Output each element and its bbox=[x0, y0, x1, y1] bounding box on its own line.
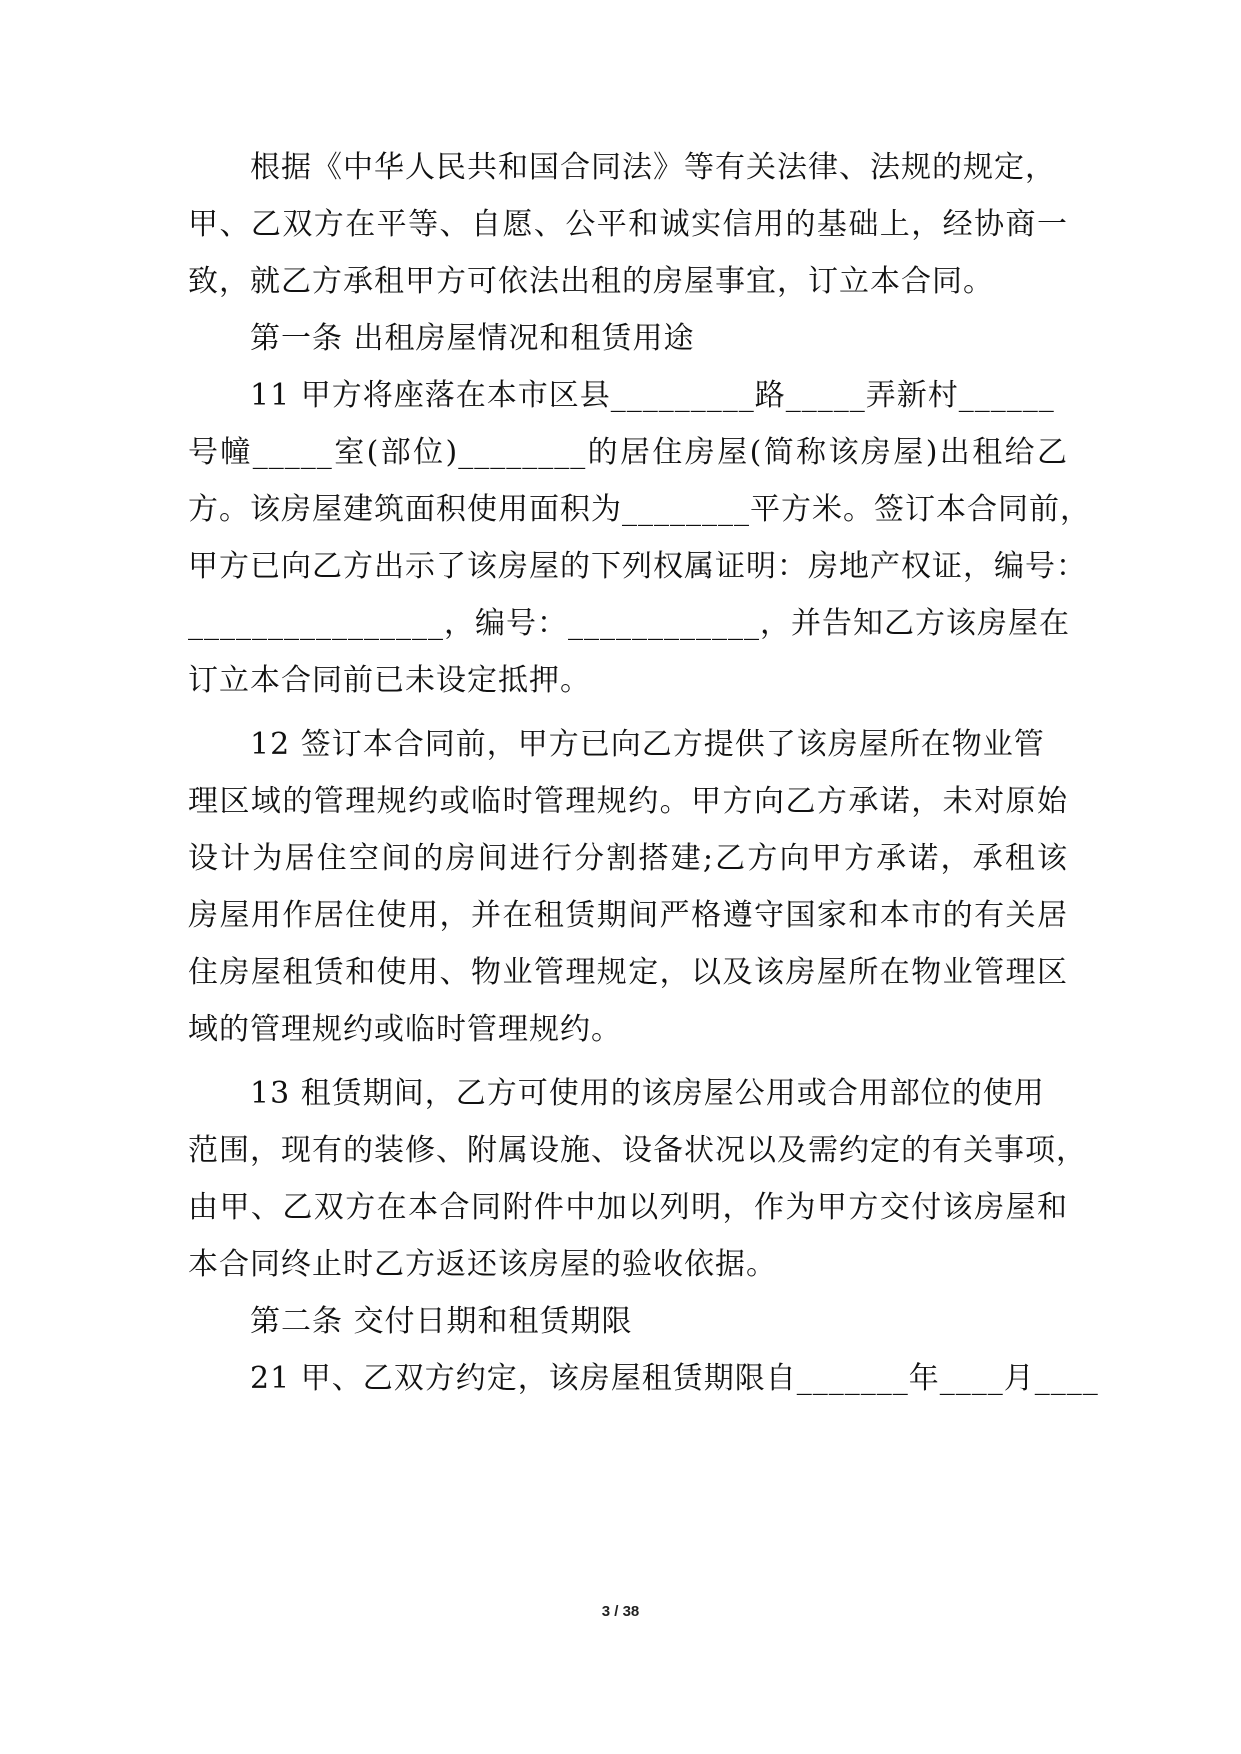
text-line: 域的管理规约或临时管理规约。 bbox=[188, 1012, 622, 1047]
text-line: 12 签订本合同前，甲方已向乙方提供了该房屋所在物业管 bbox=[250, 727, 1045, 762]
text-line: ________________，编号：____________，并告知乙方该房屋在 bbox=[188, 606, 1070, 641]
text-line: 住房屋租赁和使用、物业管理规定，以及该房屋所在物业管理区 bbox=[188, 955, 1068, 990]
text-line: 致，就乙方承租甲方可依法出租的房屋事宜，订立本合同。 bbox=[188, 264, 994, 299]
text-line: 本合同终止时乙方返还该房屋的验收依据。 bbox=[188, 1247, 777, 1282]
text-line: 号幢_____室(部位)________的居住房屋(简称该房屋)出租给乙 bbox=[188, 435, 1068, 470]
text-line: 方。该房屋建筑面积使用面积为________平方米。签订本合同前， bbox=[188, 492, 1091, 527]
page-number: 3 / 38 bbox=[601, 1603, 640, 1620]
text-line: 甲方已向乙方出示了该房屋的下列权属证明：房地产权证，编号： bbox=[188, 549, 1087, 584]
text-line: 理区域的管理规约或临时管理规约。甲方向乙方承诺，未对原始 bbox=[188, 784, 1068, 819]
text-line: 21 甲、乙双方约定，该房屋租赁期限自_______年____月____ bbox=[250, 1361, 1099, 1396]
text-line: 范围，现有的装修、附属设施、设备状况以及需约定的有关事项， bbox=[188, 1133, 1087, 1168]
text-line: 房屋用作居住使用，并在租赁期间严格遵守国家和本市的有关居 bbox=[188, 898, 1068, 933]
text-line: 11 甲方将座落在本市区县_________路_____弄新村______ bbox=[250, 378, 1055, 413]
text-line: 设计为居住空间的房间进行分割搭建;乙方向甲方承诺，承租该 bbox=[188, 841, 1068, 876]
section-heading: 第一条 出租房屋情况和租赁用途 bbox=[250, 321, 695, 356]
text-line: 根据《中华人民共和国合同法》等有关法律、法规的规定， bbox=[250, 150, 1056, 185]
text-line: 由甲、乙双方在本合同附件中加以列明，作为甲方交付该房屋和 bbox=[188, 1190, 1068, 1225]
text-line: 甲、乙双方在平等、自愿、公平和诚实信用的基础上，经协商一 bbox=[188, 207, 1068, 242]
text-line: 订立本合同前已未设定抵押。 bbox=[188, 663, 591, 698]
section-heading: 第二条 交付日期和租赁期限 bbox=[250, 1304, 633, 1339]
text-line: 13 租赁期间，乙方可使用的该房屋公用或合用部位的使用 bbox=[250, 1076, 1045, 1111]
